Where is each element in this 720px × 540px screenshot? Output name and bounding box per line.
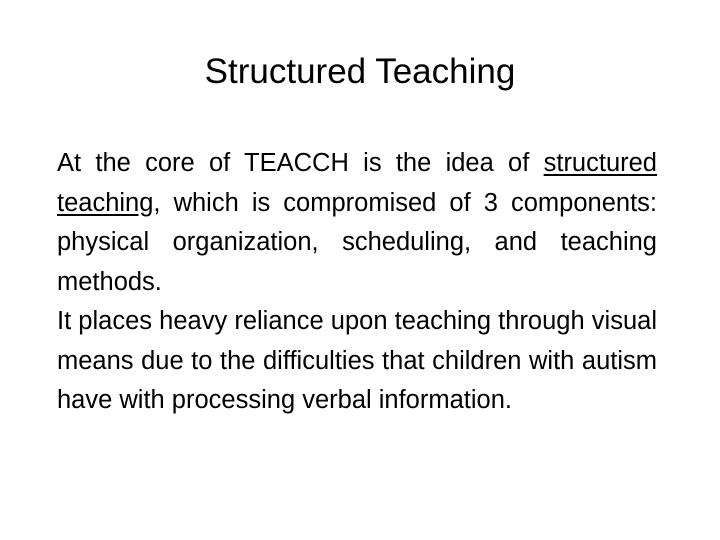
slide-title: Structured Teaching	[204, 52, 516, 91]
slide-body	[57, 144, 657, 421]
paragraph-1-lead-text: At the core of TEACCH is the idea of	[57, 149, 544, 177]
paragraph-visual-means: It places heavy reliance upon teaching through visual means due to the difficulties that children with autism have with processing verbal information.	[57, 307, 657, 414]
paragraph-1-tail-text: , which is compromised of 3 components: physical organization, scheduling, and teaching methods.	[57, 188, 657, 296]
structured-teaching-term: structured teaching	[57, 149, 657, 217]
paragraph-structured-teaching	[57, 144, 657, 302]
